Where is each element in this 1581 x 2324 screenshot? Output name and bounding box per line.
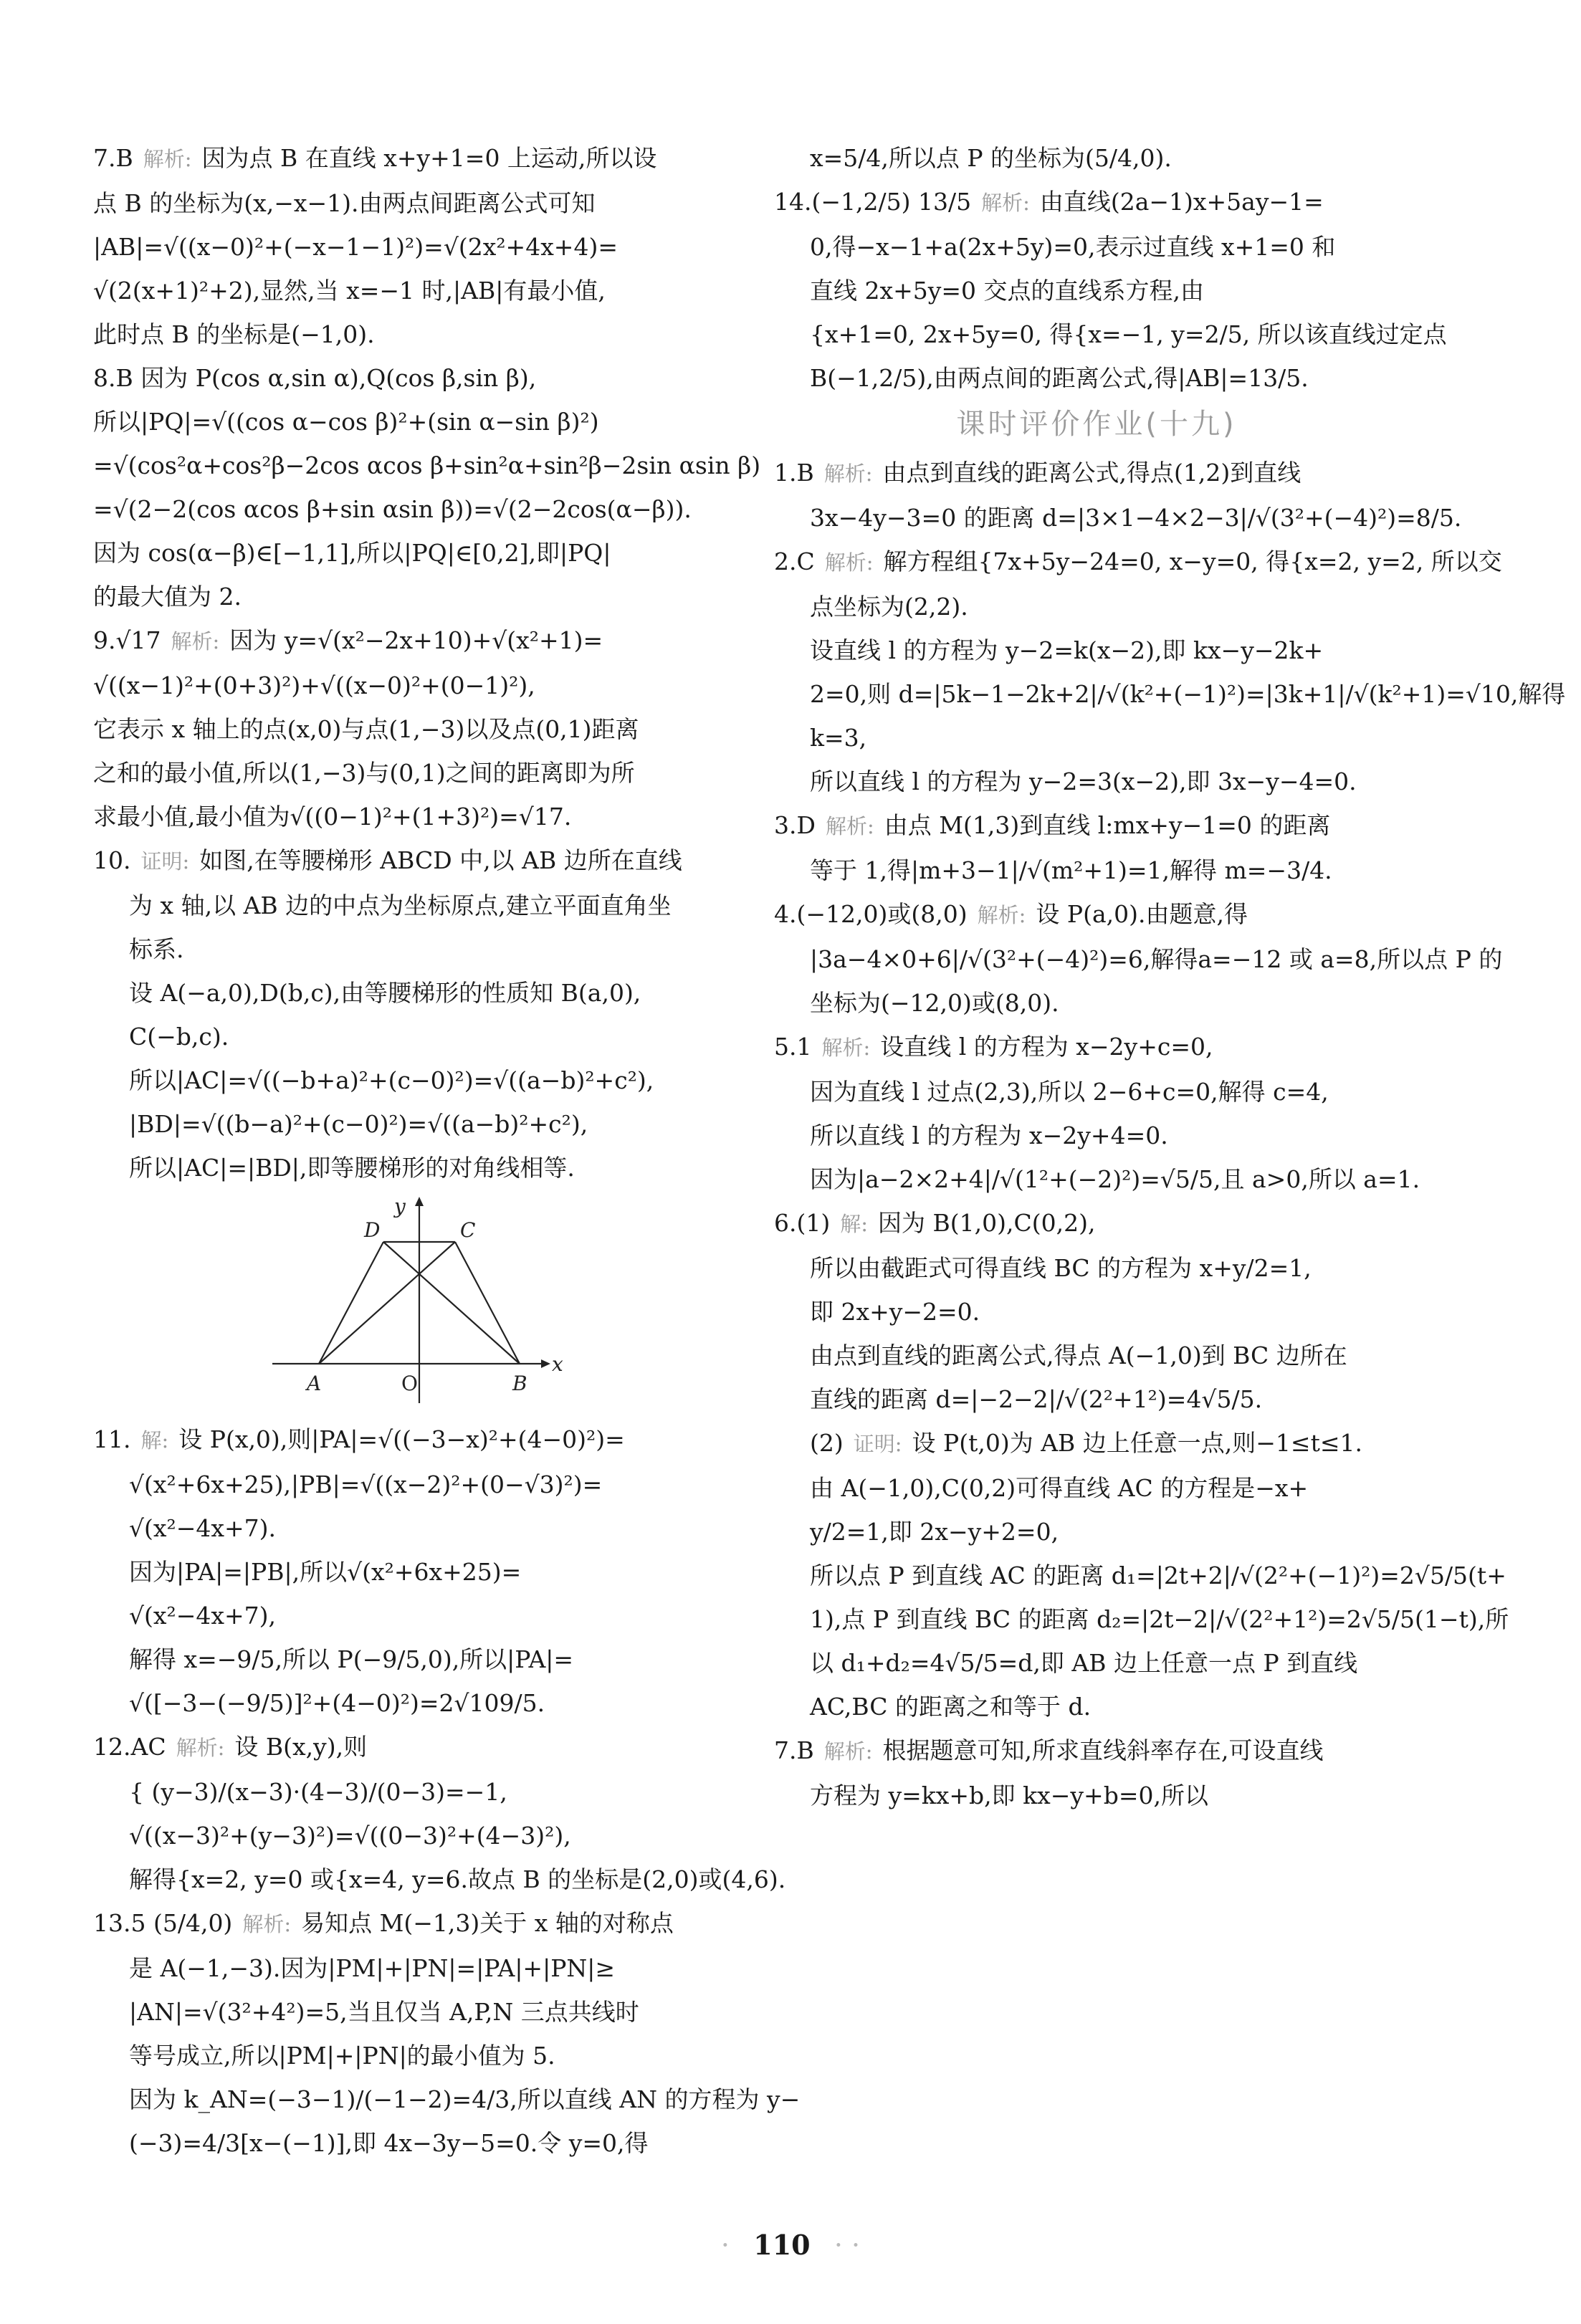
answer-tag: 解析: <box>977 903 1026 927</box>
answer-line <box>774 981 1419 1025</box>
answer-text: |AN|=√(3²+4²)=5,当且仅当 A,P,N 三点共线时 <box>129 1998 639 2026</box>
answer-line <box>93 1506 738 1550</box>
answer-line <box>774 1114 1419 1157</box>
label-y: y <box>394 1195 406 1218</box>
answer-text: 求最小值,最小值为√((0−1)²+(1+3)²)=√17. <box>93 803 572 831</box>
answer-text: AC,BC 的距离之和等于 d. <box>810 1693 1092 1721</box>
trapezoid-figure <box>265 1195 566 1410</box>
answer-number: 13.5 (5/4,0) <box>93 1909 233 1937</box>
answer-text: √(2(x+1)²+2),显然,当 x=−1 时,|AB|有最小值, <box>93 277 606 305</box>
answer-text: 由点 M(1,3)到直线 l:mx+y−1=0 的距离 <box>884 811 1331 839</box>
answer-line <box>93 927 738 971</box>
trapezoid-diagram <box>265 1195 566 1410</box>
answer-line <box>774 1201 1419 1246</box>
answer-text: 所以由截距式可得直线 BC 的方程为 x+y/2=1, <box>810 1254 1312 1282</box>
answer-line <box>93 531 738 575</box>
answer-text: {x+1=0, 2x+5y=0, 得{x=−1, y=2/5, 所以该直线过定点 <box>810 320 1447 348</box>
answer-text: 它表示 x 轴上的点(x,0)与点(1,−3)以及点(0,1)距离 <box>93 715 639 743</box>
answer-text: x=5/4,所以点 P 的坐标为(5/4,0). <box>810 144 1172 172</box>
answer-tag: 证明: <box>853 1432 902 1456</box>
answer-text: 1),点 P 到直线 BC 的距离 d₂=|2t−2|/√(2²+1²)=2√5/5(1−t),所 <box>810 1605 1509 1633</box>
answer-line <box>774 225 1419 269</box>
answer-text: 设 P(a,0).由题意,得 <box>1036 900 1248 928</box>
answer-tag: 解析: <box>143 147 192 171</box>
right-column <box>774 136 1566 1817</box>
answer-text: C(−b,c). <box>129 1023 229 1051</box>
answer-tag: 解析: <box>171 629 220 654</box>
answer-text: √(x²−4x+7), <box>129 1602 277 1630</box>
answer-text: |BD|=√((b−a)²+(c−0)²)=√((a−b)²+c²), <box>129 1110 588 1138</box>
answer-line <box>774 628 1419 672</box>
answer-text: 解得{x=2, y=0 或{x=4, y=6.故点 B 的坐标是(2,0)或(4,6). <box>129 1865 786 1893</box>
answer-line <box>774 1597 1509 1641</box>
answer-line <box>93 1857 786 1901</box>
answer-text: √((x−1)²+(0+3)²)+√((x−0)²+(0−1)²), <box>93 671 535 699</box>
answer-text: 3x−4y−3=0 的距离 d=|3×1−4×2−3|/√(3²+(−4)²)=8/5. <box>810 504 1462 532</box>
answer-tag: 解: <box>140 1428 169 1453</box>
answer-text: { (y−3)/(x−3)·(4−3)/(0−3)=−1, <box>129 1778 507 1806</box>
answer-tag: 解析: <box>823 1739 873 1764</box>
answer-line <box>774 892 1419 937</box>
answer-text: 的最大值为 2. <box>93 583 242 611</box>
answer-text: 设 P(t,0)为 AB 边上任意一点,则−1≤t≤1. <box>912 1429 1362 1457</box>
answer-line <box>93 1814 738 1857</box>
answer-number: 10. <box>93 846 131 874</box>
answer-line <box>774 672 1566 716</box>
answer-line <box>774 312 1447 356</box>
answer-text: 所以|PQ|=√((cos α−cos β)²+(sin α−sin β)²) <box>93 408 599 436</box>
answer-line <box>774 1641 1419 1685</box>
answer-text: 如图,在等腰梯形 ABCD 中,以 AB 边所在直线 <box>199 846 682 874</box>
answer-text: 方程为 y=kx+b,即 kx−y+b=0,所以 <box>810 1782 1208 1809</box>
label-x: x <box>552 1352 563 1376</box>
answer-text: 直线的距离 d=|−2−2|/√(2²+1²)=4√5/5. <box>810 1385 1263 1413</box>
answer-tag: 解析: <box>821 1036 871 1060</box>
answer-line <box>774 1157 1419 1201</box>
answer-line <box>93 2121 738 2165</box>
answer-text: 2=0,则 d=|5k−1−2k+2|/√(k²+(−1)²)=|3k+1|/√(k²+1)=√10,解得 <box>810 680 1566 708</box>
label-b: B <box>512 1372 527 1395</box>
answer-number: (2) <box>810 1429 844 1457</box>
answer-line <box>774 803 1419 848</box>
label-a: A <box>307 1372 322 1395</box>
answer-text: 设直线 l 的方程为 y−2=k(x−2),即 kx−y−2k+ <box>810 636 1324 664</box>
answer-line <box>93 795 738 838</box>
label-c: C <box>460 1218 476 1242</box>
answer-text: 所以直线 l 的方程为 y−2=3(x−2),即 3x−y−4=0. <box>810 768 1357 795</box>
answer-line <box>774 1685 1419 1728</box>
answer-tag: 解析: <box>825 814 874 838</box>
answer-line <box>774 1025 1419 1070</box>
answer-line <box>93 1770 738 1814</box>
answer-line <box>93 1946 738 1990</box>
answer-line <box>93 181 738 225</box>
answer-line <box>93 1550 738 1594</box>
answer-line <box>774 496 1462 540</box>
answer-tag: 解: <box>840 1212 869 1236</box>
answer-tag: 解析: <box>176 1736 225 1760</box>
answer-text: =√(2−2(cos αcos β+sin αsin β))=√(2−2cos(α−β)). <box>93 495 692 523</box>
answer-line <box>774 585 1419 628</box>
answer-line <box>774 760 1419 803</box>
answer-text: 由直线(2a−1)x+5ay−1= <box>1039 188 1324 216</box>
answer-line <box>774 1070 1419 1114</box>
answer-text: √([−3−(−9/5)]²+(4−0)²)=2√109/5. <box>129 1689 545 1717</box>
answer-line <box>93 400 738 444</box>
right-column-continued <box>774 136 1447 400</box>
answer-text: 是 A(−1,−3).因为|PM|+|PN|=|PA|+|PN|≥ <box>129 1954 616 1982</box>
answer-text: 因为|PA|=|PB|,所以√(x²+6x+25)= <box>129 1558 522 1586</box>
section-title: 课时评价作业(十九) <box>956 408 1237 441</box>
answer-number: 7.B <box>774 1736 814 1764</box>
answer-number: 14.(−1,2/5) 13/5 <box>774 188 972 216</box>
answer-text: y/2=1,即 2x−y+2=0, <box>810 1518 1059 1546</box>
answer-line <box>93 2034 738 2077</box>
answer-text: 解得 x=−9/5,所以 P(−9/5,0),所以|PA|= <box>129 1645 574 1673</box>
answer-text: 因为点 B 在直线 x+y+1=0 上运动,所以设 <box>201 144 657 172</box>
answer-text: √(x²−4x+7). <box>129 1514 277 1542</box>
answer-text: |AB|=√((x−0)²+(−x−1−1)²)=√(2x²+4x+4)= <box>93 233 618 261</box>
answer-text: 0,得−x−1+a(2x+5y)=0,表示过直线 x+1=0 和 <box>810 233 1336 261</box>
answer-line <box>93 444 761 487</box>
answer-text: B(−1,2/5),由两点间的距离公式,得|AB|=13/5. <box>810 364 1309 392</box>
answer-line <box>93 1990 738 2034</box>
answer-line <box>774 1466 1419 1510</box>
answer-number: 5.1 <box>774 1033 812 1061</box>
answer-text: 设直线 l 的方程为 x−2y+c=0, <box>880 1033 1213 1061</box>
answer-number: 3.D <box>774 811 816 839</box>
answer-text: 设 B(x,y),则 <box>234 1733 368 1761</box>
answer-line <box>774 1510 1419 1554</box>
answer-line <box>93 356 738 400</box>
answer-text: 坐标为(−12,0)或(8,0). <box>810 989 1059 1017</box>
answer-text: 设 P(x,0),则|PA|=√((−3−x)²+(4−0)²)= <box>178 1425 625 1453</box>
answer-line <box>93 312 738 356</box>
answer-line <box>774 1421 1419 1466</box>
answer-text: 所以|AC|=√((−b+a)²+(c−0)²)=√((a−b)²+c²), <box>129 1066 654 1094</box>
answer-text: =√(cos²α+cos²β−2cos αcos β+sin²α+sin²β−2sin αsin β) <box>93 451 761 479</box>
answer-text: 因为|a−2×2+4|/√(1²+(−2)²)=√5/5,且 a>0,所以 a=1. <box>810 1165 1420 1193</box>
answer-line <box>774 1334 1419 1377</box>
answer-line <box>774 1774 1419 1817</box>
answer-line <box>774 540 1502 585</box>
answer-line <box>774 356 1419 400</box>
answer-line <box>774 716 1419 760</box>
answer-tag: 解析: <box>242 1912 292 1936</box>
answer-text: 由点到直线的距离公式,得点(1,2)到直线 <box>882 459 1301 487</box>
answer-line <box>774 1290 1419 1334</box>
x-arrow <box>541 1359 550 1368</box>
answer-line <box>93 1637 738 1681</box>
answer-number: 7.B <box>93 144 133 172</box>
answer-line <box>93 136 738 181</box>
answer-text: 之和的最小值,所以(1,−3)与(0,1)之间的距离即为所 <box>93 759 635 787</box>
answer-text: 等于 1,得|m+3−1|/√(m²+1)=1,解得 m=−3/4. <box>810 856 1332 884</box>
answer-number: 4.(−12,0)或(8,0) <box>774 900 968 928</box>
answer-text: (−3)=4/3[x−(−1)],即 4x−3y−5=0.令 y=0,得 <box>129 2129 649 2157</box>
answer-line <box>774 1728 1419 1774</box>
label-o: O <box>401 1372 418 1395</box>
answer-text: 所以直线 l 的方程为 x−2y+4=0. <box>810 1122 1168 1149</box>
answer-text: 所以|AC|=|BD|,即等腰梯形的对角线相等. <box>129 1154 575 1182</box>
answer-text: 标系. <box>129 935 184 963</box>
answer-text: 点坐标为(2,2). <box>810 593 968 621</box>
diagonal-bd <box>383 1242 520 1364</box>
side-ad <box>319 1242 383 1364</box>
answer-line <box>774 269 1419 312</box>
answer-line <box>93 1146 738 1190</box>
answer-tag: 解析: <box>981 191 1030 215</box>
side-cb <box>455 1242 520 1364</box>
answer-number: 12.AC <box>93 1733 166 1761</box>
answer-tag: 证明: <box>140 849 190 874</box>
answer-number: 11. <box>93 1425 131 1453</box>
answer-line <box>93 1417 738 1463</box>
answer-number: 6.(1) <box>774 1209 831 1237</box>
answer-number: 8.B <box>93 364 133 392</box>
answer-text: 以 d₁+d₂=4√5/5=d,即 AB 边上任意一点 P 到直线 <box>810 1649 1358 1677</box>
answer-tag: 解析: <box>823 462 873 486</box>
answer-text: √(x²+6x+25),|PB|=√((x−2)²+(0−√3)²)= <box>129 1471 603 1498</box>
page-number: 110 <box>753 2229 811 2261</box>
answer-line <box>93 575 738 618</box>
answer-line <box>774 848 1419 892</box>
answer-line <box>93 1015 738 1058</box>
answer-line <box>774 451 1419 496</box>
answer-line <box>93 971 738 1015</box>
answer-text: 因为 y=√(x²−2x+10)+√(x²+1)= <box>229 626 603 654</box>
answer-text: 由 A(−1,0),C(0,2)可得直线 AC 的方程是−x+ <box>810 1474 1309 1502</box>
answer-text: 即 2x+y−2=0. <box>810 1298 980 1326</box>
answer-text: 因为 cos(α−β)∈[−1,1],所以|PQ|∈[0,2],即|PQ| <box>93 539 611 567</box>
answer-line <box>93 1725 738 1770</box>
answer-text: 点 B 的坐标为(x,−x−1).由两点间距离公式可知 <box>93 189 596 217</box>
label-d: D <box>364 1218 381 1242</box>
right-column-answers <box>774 451 1566 1817</box>
answer-line <box>774 1246 1419 1290</box>
answer-line <box>93 1901 738 1946</box>
answer-number: 2.C <box>774 547 815 575</box>
answer-line <box>93 1594 738 1637</box>
answer-text: 因为直线 l 过点(2,3),所以 2−6+c=0,解得 c=4, <box>810 1078 1329 1106</box>
answer-line <box>774 1554 1506 1597</box>
answer-line <box>93 707 738 751</box>
diagonal-ac <box>319 1242 455 1364</box>
answer-line <box>93 751 738 795</box>
answer-tag: 解析: <box>824 550 874 575</box>
answer-text: |3a−4×0+6|/√(3²+(−4)²)=6,解得a=−12 或 a=8,所以点 P 的 <box>810 945 1503 973</box>
answer-text: 为 x 轴,以 AB 边的中点为坐标原点,建立平面直角坐 <box>129 891 672 919</box>
answer-number: 1.B <box>774 459 814 487</box>
answer-line <box>93 269 738 312</box>
answer-number: 9.√17 <box>93 626 161 654</box>
answer-line <box>93 487 738 531</box>
answer-text: 等号成立,所以|PM|+|PN|的最小值为 5. <box>129 2042 555 2070</box>
answer-text: 因为 P(cos α,sin α),Q(cos β,sin β), <box>140 364 537 392</box>
answer-line <box>93 664 738 707</box>
page-footer: · 110 · · <box>720 2229 861 2261</box>
answer-text: 此时点 B 的坐标是(−1,0). <box>93 320 375 348</box>
answer-line <box>774 1377 1419 1421</box>
answer-line <box>93 1463 738 1506</box>
answer-text: 所以点 P 到直线 AC 的距离 d₁=|2t+2|/√(2²+(−1)²)=2√5/5(t+ <box>810 1562 1506 1589</box>
answer-line <box>93 618 738 664</box>
answer-line <box>93 838 738 884</box>
answer-line <box>774 180 1419 225</box>
answer-text: 设 A(−a,0),D(b,c),由等腰梯形的性质知 B(a,0), <box>129 979 641 1007</box>
y-arrow <box>415 1197 424 1206</box>
answer-line <box>774 136 1419 180</box>
answer-line <box>93 1681 738 1725</box>
answer-text: 直线 2x+5y=0 交点的直线系方程,由 <box>810 277 1205 305</box>
answer-line <box>93 225 738 269</box>
answer-line <box>93 884 738 927</box>
answer-text: 解方程组{7x+5y−24=0, x−y=0, 得{x=2, y=2, 所以交 <box>883 547 1502 575</box>
answer-text: 因为 B(1,0),C(0,2), <box>878 1209 1096 1237</box>
answer-line <box>93 1102 738 1146</box>
answer-text: 易知点 M(−1,3)关于 x 轴的对称点 <box>301 1909 674 1937</box>
answer-line <box>774 937 1503 981</box>
answer-line <box>93 2077 801 2121</box>
answer-text: 由点到直线的距离公式,得点 A(−1,0)到 BC 边所在 <box>810 1342 1347 1369</box>
answer-text: 根据题意可知,所求直线斜率存在,可设直线 <box>882 1736 1324 1764</box>
answer-text: k=3, <box>810 724 867 752</box>
answer-line <box>93 1058 738 1102</box>
answer-text: 因为 k_AN=(−3−1)/(−1−2)=4/3,所以直线 AN 的方程为 y− <box>129 2085 801 2113</box>
answer-text: √((x−3)²+(y−3)²)=√((0−3)²+(4−3)²), <box>129 1822 571 1850</box>
